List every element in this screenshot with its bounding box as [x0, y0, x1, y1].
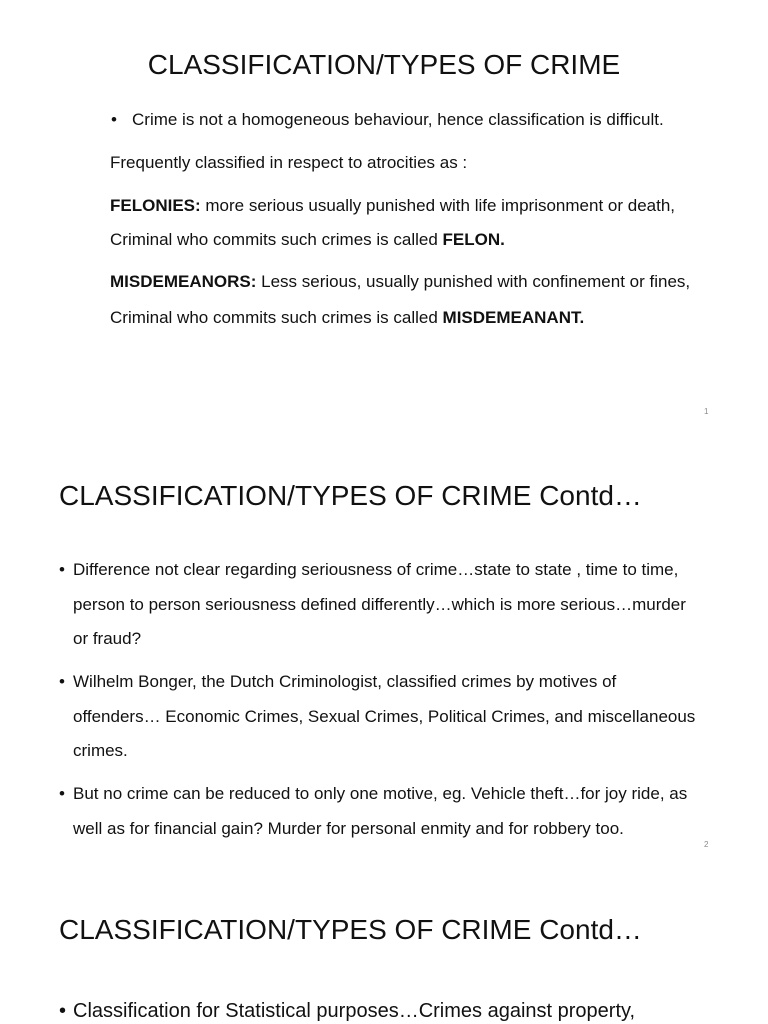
felonies-term: FELONIES:	[110, 196, 201, 215]
bullet-line: person to person seriousness defined differently…which is more serious…murder	[73, 594, 686, 614]
bullet-marker: •	[59, 1000, 67, 1022]
misdemeanors-term: MISDEMEANORS:	[110, 272, 257, 291]
bullet-line: crimes.	[73, 741, 128, 760]
slide-2-title: CLASSIFICATION/TYPES OF CRIME Contd…	[59, 480, 642, 511]
bullet-line: offenders… Economic Crimes, Sexual Crimes, Political Crimes, and miscellaneous	[73, 706, 696, 726]
misdemeanors-definition	[110, 270, 690, 294]
felonies-description: more serious usually punished with life imprisonment or death,	[200, 196, 676, 215]
slide-1-bullet-text: Crime is not a homogeneous behaviour, hence classification is difficult.	[132, 110, 664, 129]
bullet-marker: •	[111, 110, 117, 129]
page-number: 1	[704, 407, 709, 416]
slide-2-bullet-2	[73, 665, 695, 769]
misdemeanors-description: Less serious, usually punished with confinement or fines,	[256, 272, 691, 291]
slide-3-bullet-1: Classification for Statistical purposes…Crimes against property,	[73, 1000, 636, 1022]
bullet-line: or fraud?	[73, 629, 142, 648]
misdemeanant-prefix: Criminal who commits such crimes is called	[110, 308, 443, 327]
felon-term: FELON.	[442, 230, 505, 249]
misdemeanant-definition	[110, 306, 584, 330]
slide-2-bullet-3	[73, 777, 687, 846]
slide-2-bullet-1	[73, 553, 686, 657]
bullet-line: Difference not clear regarding seriousness of crime…state to state , time to time,	[73, 560, 679, 579]
bullet-line: well as for financial gain? Murder for personal enmity and for robbery too.	[73, 818, 624, 838]
felon-definition	[110, 228, 505, 252]
bullet-line: Wilhelm Bonger, the Dutch Criminologist, classified crimes by motives of	[73, 672, 617, 691]
bullet-marker: •	[59, 672, 65, 691]
bullet-line: But no crime can be reduced to only one motive, eg. Vehicle theft…for joy ride, as	[73, 784, 688, 803]
misdemeanant-term: MISDEMEANANT.	[442, 308, 585, 327]
felonies-definition	[110, 194, 675, 218]
slide-1-intro: Frequently classified in respect to atrocities as :	[110, 153, 468, 172]
bullet-marker: •	[59, 560, 65, 579]
bullet-marker: •	[59, 784, 65, 803]
page-number: 2	[704, 840, 709, 849]
slide-1-title: CLASSIFICATION/TYPES OF CRIME	[147, 49, 621, 80]
felon-prefix: Criminal who commits such crimes is called	[110, 230, 443, 249]
slide-3-title: CLASSIFICATION/TYPES OF CRIME Contd…	[59, 914, 642, 945]
